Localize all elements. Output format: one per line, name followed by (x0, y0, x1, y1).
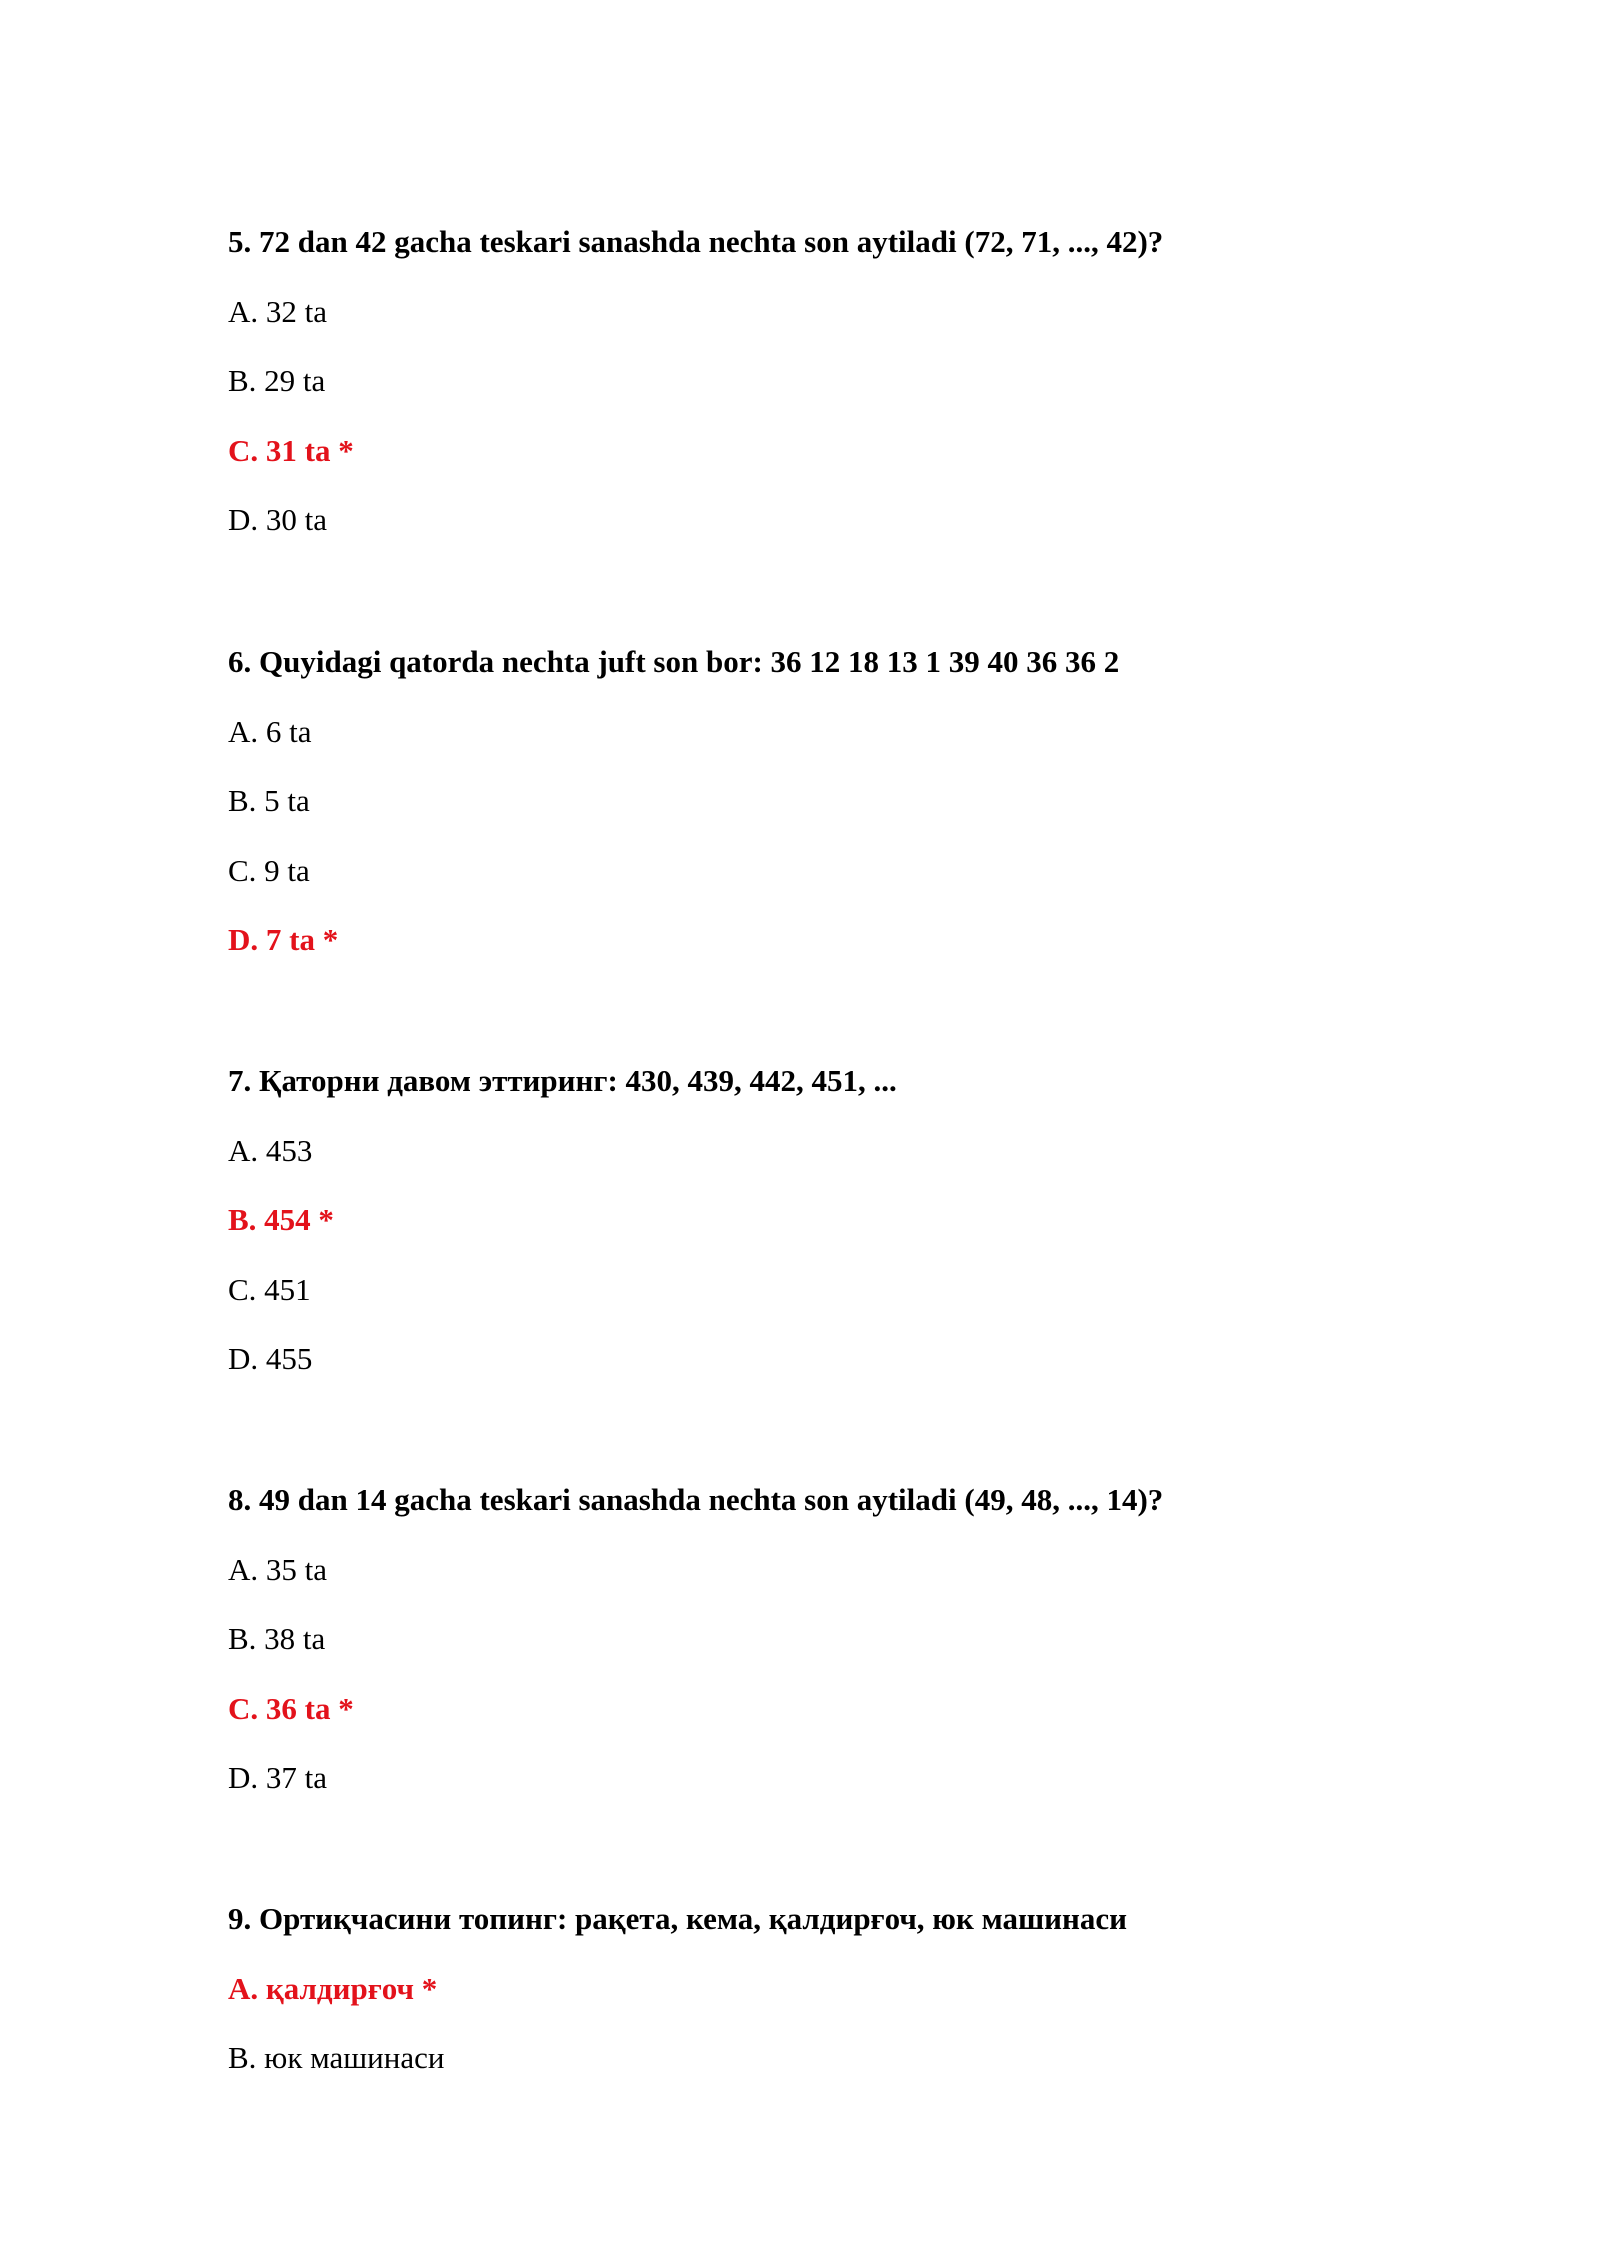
answer-option-b: B. 38 ta (228, 1621, 326, 1656)
answer-option-c: C. 451 (228, 1271, 311, 1307)
answer-option-b: B. 5 ta (228, 783, 310, 818)
question-5 (228, 222, 1428, 540)
answer-option-a: A. 6 ta (228, 713, 312, 749)
answer-option-d-correct: D. 7 ta * (228, 922, 339, 957)
question-text: 7. Қаторни давом эттиринг: 430, 439, 442, 451, ... (228, 1063, 897, 1098)
answer-option-c: C. 9 ta (228, 852, 310, 888)
answer-option-a: A. 35 ta (228, 1551, 328, 1587)
question-text: 5. 72 dan 42 gacha teskari sanashda nechta son aytiladi (72, 71, ..., 42)? (228, 224, 1164, 259)
question-6 (228, 642, 1428, 960)
question-9 (228, 1899, 1428, 2078)
answer-option-a-correct: A. қалдирғоч * (228, 1970, 438, 2006)
answer-option-a: A. 453 (228, 1132, 313, 1168)
answer-option-d: D. 37 ta (228, 1760, 328, 1795)
answer-option-c-correct: C. 36 ta * (228, 1690, 354, 1726)
question-text: 9. Ортиқчасини топинг: рақета, кема, қалдирғоч, юк машинаси (228, 1901, 1128, 1936)
answer-option-b-correct: B. 454 * (228, 1202, 334, 1237)
question-8 (228, 1480, 1428, 1798)
question-text: 6. Quyidagi qatorda nechta juft son bor: 36 12 18 13 1 39 40 36 36 2 (228, 644, 1120, 679)
answer-option-c-correct: C. 31 ta * (228, 432, 354, 468)
answer-option-a: A. 32 ta (228, 293, 328, 329)
answer-option-b: B. юк машинаси (228, 2040, 445, 2075)
answer-option-d: D. 455 (228, 1341, 313, 1376)
answer-option-b: B. 29 ta (228, 363, 326, 398)
answer-option-d: D. 30 ta (228, 502, 328, 537)
question-text: 8. 49 dan 14 gacha teskari sanashda nechta son aytiladi (49, 48, ..., 14)? (228, 1482, 1164, 1517)
question-7 (228, 1061, 1428, 1379)
